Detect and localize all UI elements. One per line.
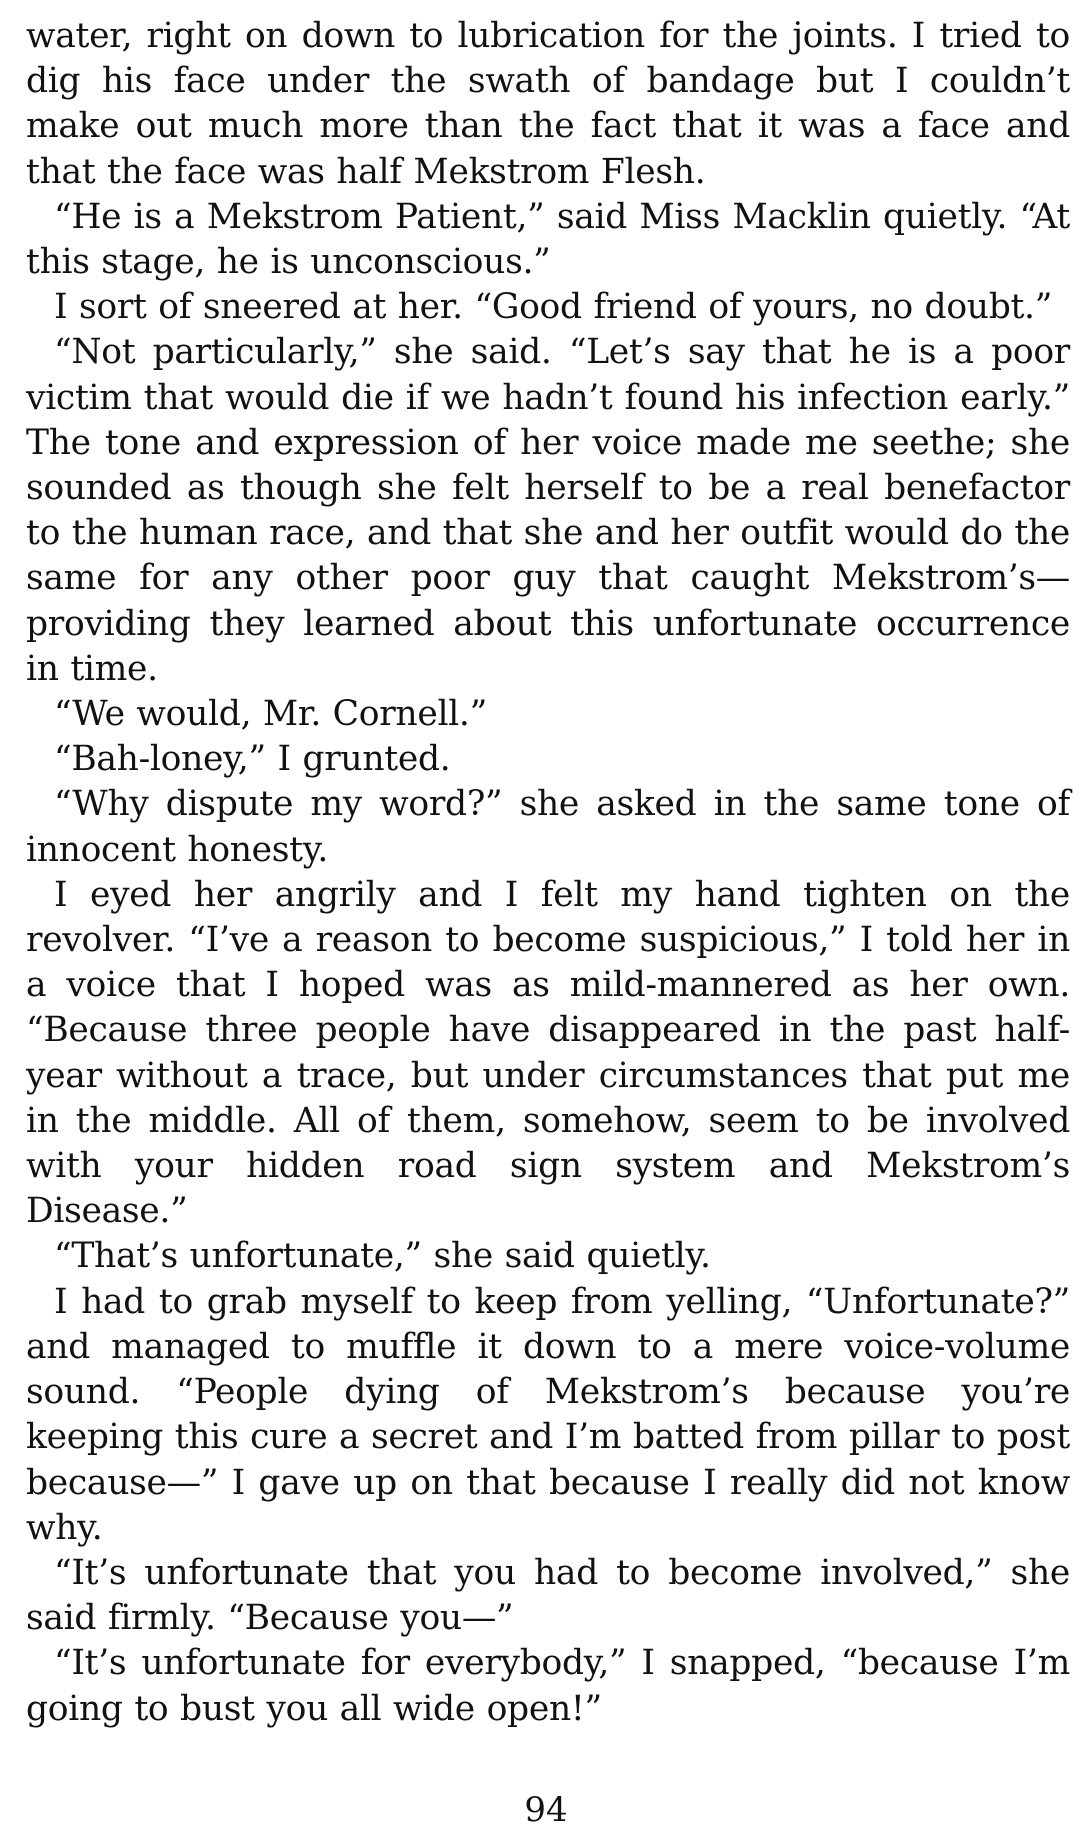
body-text [26,14,1070,1732]
paragraph-10: I had to grab myself to keep from yelling, “Unfortunate?” and managed to muffle it down to a mere voice-volume sound. “People dying of Mekstrom’s because you’re keeping this cure a secret and I’m batted from pillar to post because—” I gave up on that because I really did not know why. [26,1281,1070,1548]
page-number: 94 [524,1790,568,1830]
paragraph-5: “We would, Mr. Cornell.” [54,694,487,735]
paragraph-9: “That’s unfortunate,” she said quietly. [54,1236,711,1277]
paragraph-3: I sort of sneered at her. “Good friend of yours, no doubt.” [54,287,1053,328]
paragraph-6: “Bah-loney,” I grunted. [54,739,451,780]
paragraph-12: “It’s unfortunate for everybody,” I snapped, “because I’m going to bust you all wide open!” [26,1643,1070,1729]
paragraph-1: water, right on down to lubrication for the joints. I tried to dig his face under the swath of bandage but I couldn’t make out much more than the fact that it was a face and that the face was half Mekstrom Flesh. [26,16,1070,192]
paragraph-8: I eyed her angrily and I felt my hand tighten on the revolver. “I’ve a reason to become suspicious,” I told her in a voice that I hoped was as mild-mannered as her own. “Because three people have disappeared in the past half-year without a trace, but under circumstances that put me in the middle. All of them, somehow, seem to be involved with your hidden road sign system and Mekstrom’s Disease.” [26,874,1070,1232]
paragraph-11: “It’s unfortunate that you had to become involved,” she said firmly. “Because you—” [26,1552,1070,1639]
paragraph-7: “Why dispute my word?” she asked in the same tone of innocent honesty. [26,784,1070,870]
paragraph-4: “Not particularly,” she said. “Let’s say that he is a poor victim that would die if we hadn’t found his infection early.” The tone and expression of her voice made me seethe; she sounded as though she felt herself to be a real benefactor to the human race, and that she and her outfit would do the same for any other poor guy that caught Mekstrom’s—providing they learned about this unfortunate occurrence in time. [26,332,1070,689]
paragraph-2: “He is a Mekstrom Patient,” said Miss Macklin quietly. “At this stage, he is unconscious.” [26,196,1070,283]
